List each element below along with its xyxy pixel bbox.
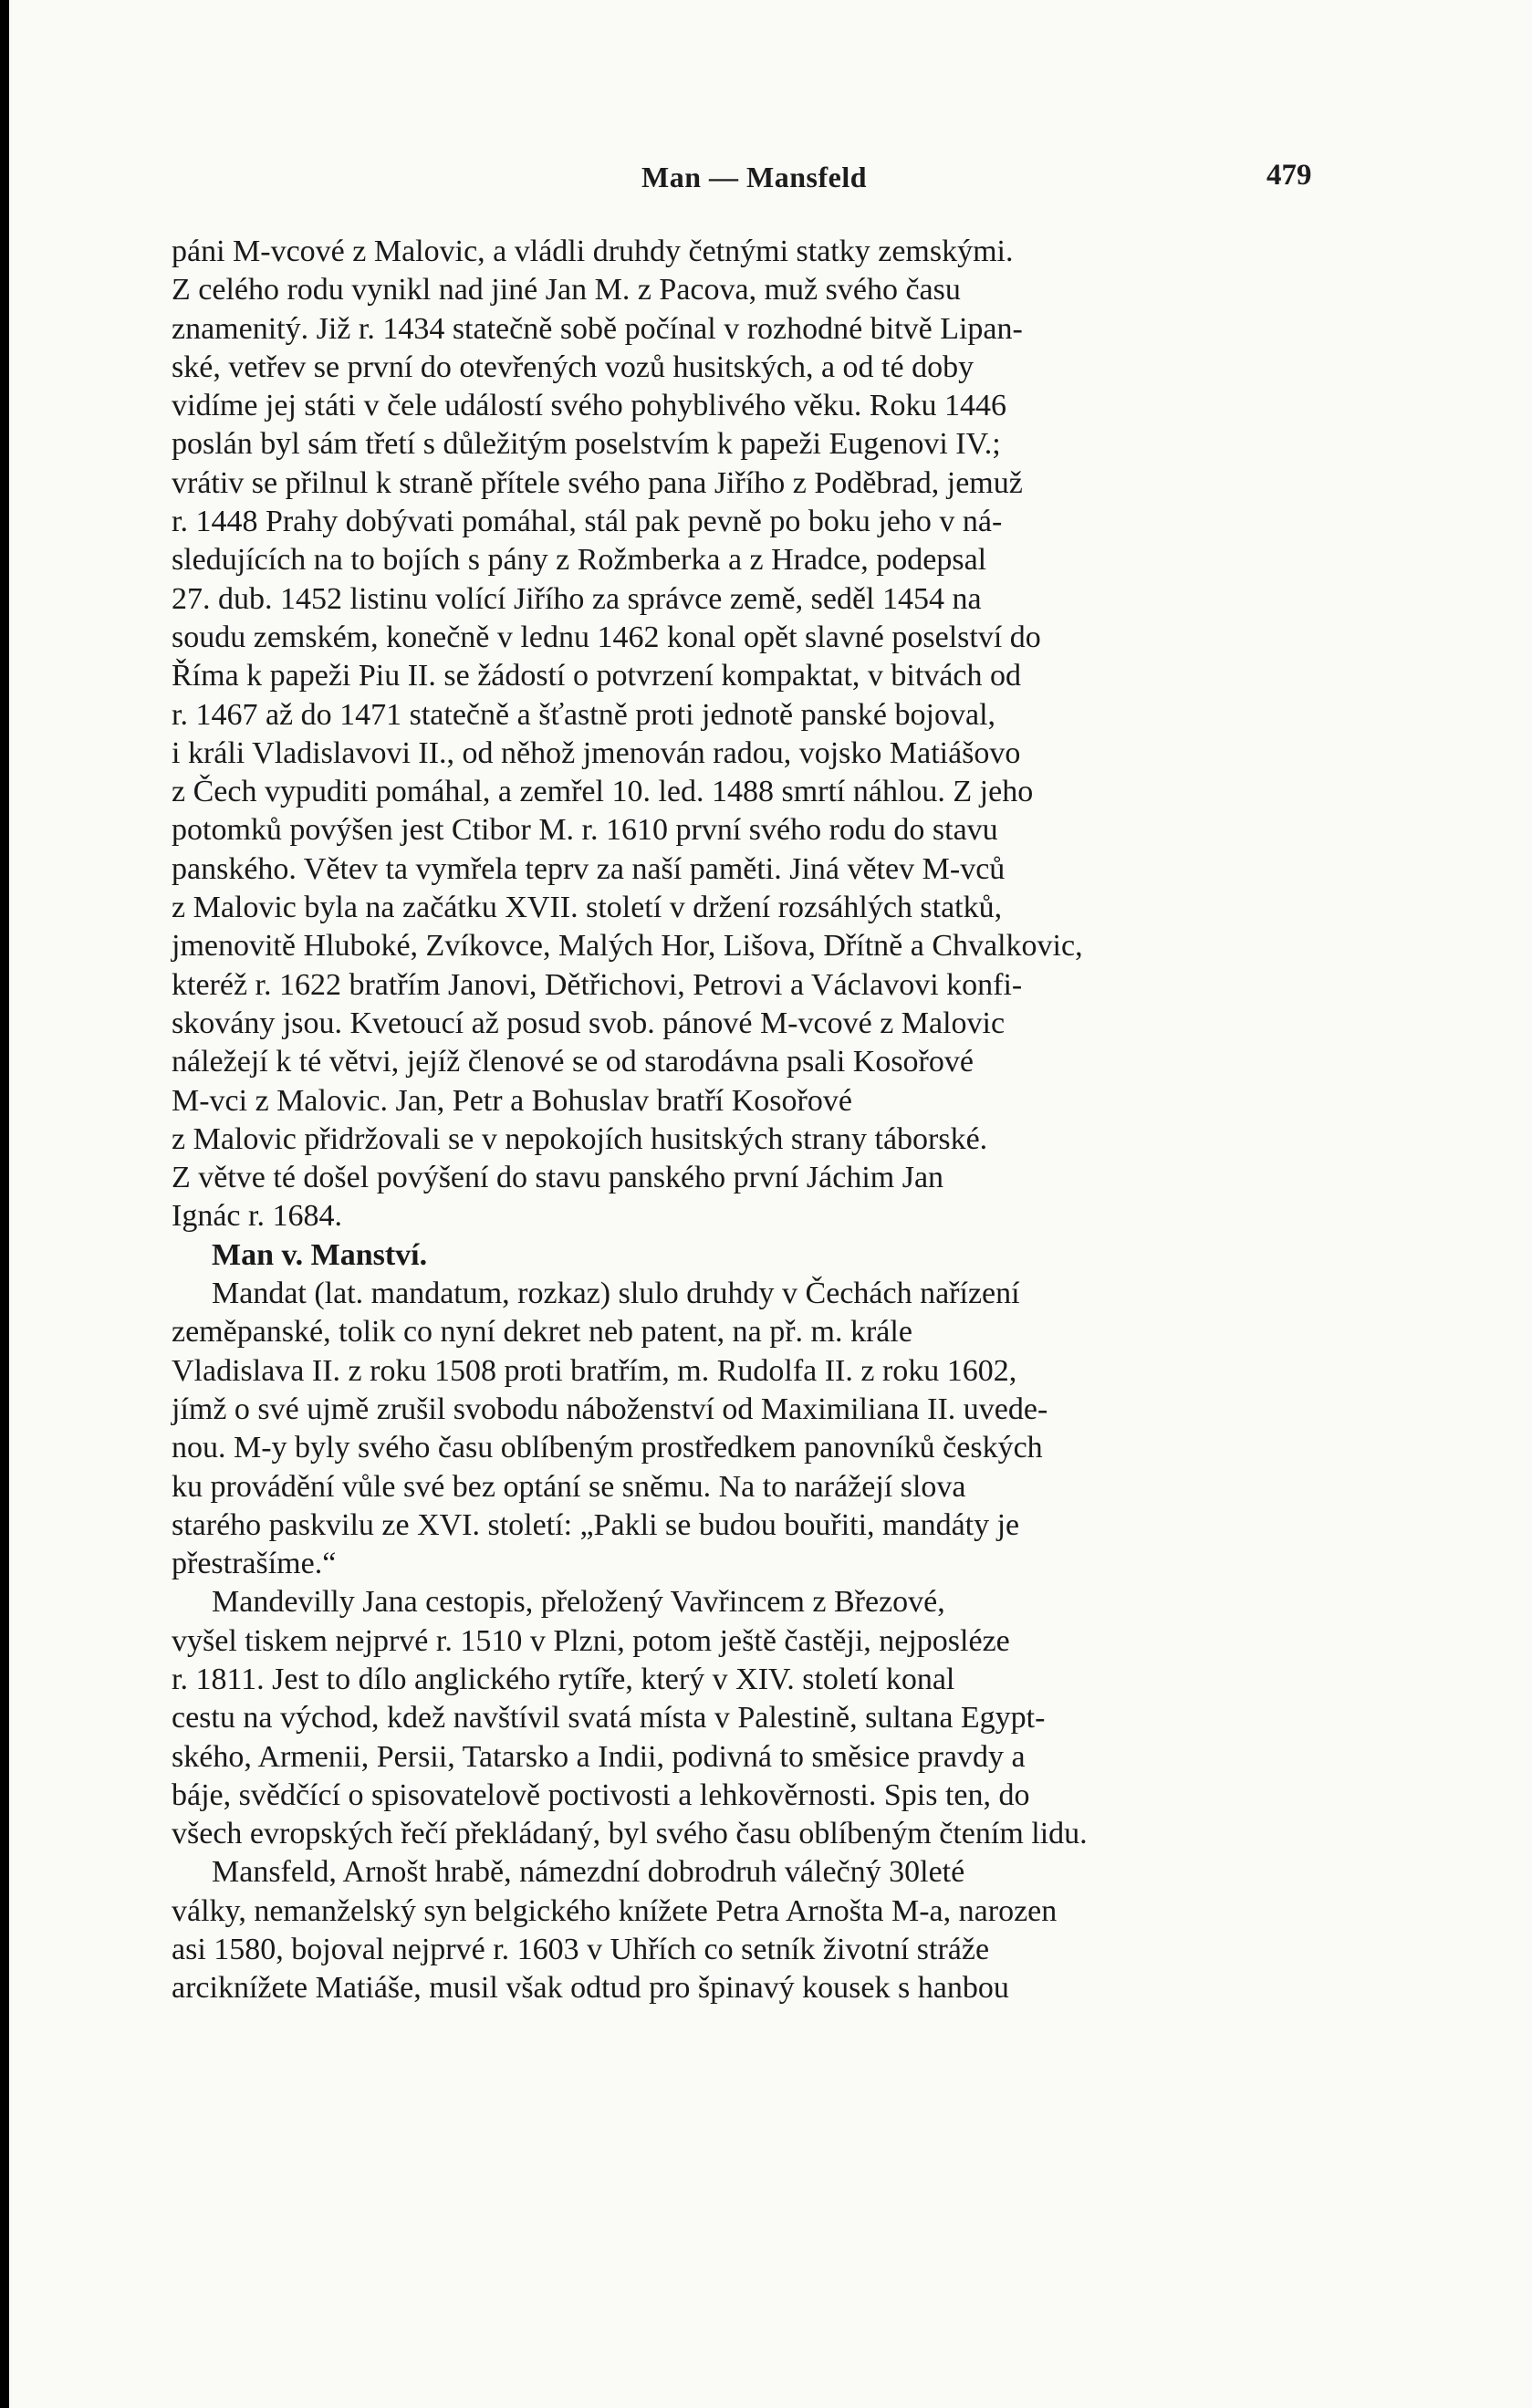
text-line: potomků povýšen jest Ctibor M. r. 1610 první svého rodu do stavu	[172, 813, 998, 848]
text-line: r. 1467 až do 1471 statečně a šťastně proti jednotě panské bojoval,	[172, 697, 996, 732]
text-line: r. 1448 Prahy dobývati pomáhal, stál pak pevně po boku jeho v ná-	[172, 505, 1003, 539]
text-line: soudu zemském, konečně v lednu 1462 konal opět slavné poselství do	[172, 620, 1041, 654]
text-line: zeměpanské, tolik co nyní dekret neb patent, na př. m. krále	[172, 1315, 912, 1350]
text-line: přestrašíme.“	[172, 1547, 337, 1581]
text-line: skovány jsou. Kvetoucí až posud svob. pánové M-vcové z Malovic	[172, 1006, 1006, 1040]
text-line: všech evropských řečí překládaný, byl svého času oblíbeným čtením lidu.	[172, 1817, 1088, 1851]
text-line: Z větve té došel povýšení do stavu panského první Jáchim Jan	[172, 1161, 944, 1195]
text-line: starého paskvilu ze XVI. století: „Pakli se budou bouřiti, mandáty je	[172, 1507, 1020, 1542]
text-line: vyšel tiskem nejprvé r. 1510 v Plzni, potom ještě častěji, nejposléze	[172, 1623, 1010, 1658]
book-page	[9, 0, 1532, 2408]
text-line: Ignác r. 1684.	[172, 1199, 342, 1234]
text-line: jmenovitě Hluboké, Zvíkovce, Malých Hor, Lišova, Dřítně a Chvalkovic,	[172, 929, 1083, 964]
text-line: ského, Armenii, Persii, Tatarsko a Indii, podivná to směsice pravdy a	[172, 1739, 1026, 1774]
text-line: Říma k papeži Piu II. se žádostí o potvrzení kompaktat, v bitvách od	[172, 659, 1021, 693]
text-line: Z celého rodu vynikl nad jiné Jan M. z Pacova, muž svého času	[172, 273, 961, 308]
text-line: Vladislava II. z roku 1508 proti bratřím, m. Rudolfa II. z roku 1602,	[172, 1353, 1017, 1388]
body-text	[172, 233, 1312, 2008]
text-line: i králi Vladislavovi II., od něhož jmenován radou, vojsko Matiášovo	[172, 735, 1021, 770]
text-line: války, nemanželský syn belgického knížete Petra Arnošta M-a, narozen	[172, 1893, 1058, 1928]
page-number: 479	[1266, 159, 1312, 192]
text-line: arciknížete Matiáše, musil však odtud pro špinavý kousek s hanbou	[172, 1971, 1009, 2006]
entry-mandat-first-line: Mandat (lat. mandatum, rozkaz) slulo druhdy v Čechách nařízení	[212, 1277, 1020, 1311]
running-head: Man — Mansfeld	[641, 161, 867, 193]
text-line: cestu na východ, kdež navštívil svatá místa v Palestině, sultana Egypt-	[172, 1701, 1046, 1736]
text-line: znamenitý. Již r. 1434 statečně sobě počínal v rozhodné bitvě Lipan-	[172, 311, 1023, 346]
text-line: jímž o své ujmě zrušil svobodu náboženství od Maximiliana II. uvede-	[172, 1392, 1048, 1426]
entry-mansfeld-first-line: Mansfeld, Arnošt hrabě, námezdní dobrodruh válečný 30leté	[212, 1855, 965, 1890]
text-line: ku provádění vůle své bez optání se sněmu. Na to narážejí slova	[172, 1469, 966, 1504]
text-line: sledujících na to bojích s pány z Rožmberka a z Hradce, podepsal	[172, 543, 987, 578]
text-line: vidíme jej státi v čele událostí svého pohyblivého věku. Roku 1446	[172, 389, 1007, 423]
text-line: báje, svědčící o spisovatelově poctivosti a lehkověrnosti. Spis ten, do	[172, 1777, 1030, 1812]
text-line: 27. dub. 1452 listinu volící Jiřího za správce země, seděl 1454 na	[172, 581, 982, 616]
text-line: nou. M-y byly svého času oblíbeným prostředkem panovníků českých	[172, 1431, 1043, 1465]
text-line: kteréž r. 1622 bratřím Janovi, Dětřichovi, Petrovi a Václavovi konfi-	[172, 967, 1023, 1002]
text-line: z Malovic byla na začátku XVII. století v držení rozsáhlých statků,	[172, 891, 1003, 925]
text-line: náležejí k té větvi, jejíž členové se od starodávna psali Kosořové	[172, 1045, 974, 1079]
text-line: poslán byl sám třetí s důležitým poselstvím k papeži Eugenovi IV.;	[172, 427, 1001, 462]
text-line: r. 1811. Jest to dílo anglického rytíře, který v XIV. století konal	[172, 1662, 955, 1696]
text-line: z Malovic přidržovali se v nepokojích husitských strany táborské.	[172, 1121, 988, 1156]
entry-heading-man: Man v. Manství.	[212, 1237, 428, 1272]
text-line: asi 1580, bojoval nejprvé r. 1603 v Uhřích co setník životní stráže	[172, 1933, 990, 1967]
text-line: páni M-vcové z Malovic, a vládli druhdy četnými statky zemskými.	[172, 235, 1014, 268]
text-line: panského. Větev ta vymřela teprv za naší paměti. Jiná větev M-vců	[172, 851, 1006, 886]
text-line: ské, vetřev se první do otevřených vozů husitských, a od té doby	[172, 349, 974, 384]
text-line: M-vci z Malovic. Jan, Petr a Bohuslav bratří Kosořové	[172, 1083, 852, 1118]
entry-mandevilly-first-line: Mandevilly Jana cestopis, přeložený Vavřincem z Březové,	[212, 1585, 945, 1620]
text-line: vrátiv se přilnul k straně přítele svého pana Jiřího z Poděbrad, jemuž	[172, 465, 1023, 500]
text-line: z Čech vypuditi pomáhal, a zemřel 10. led. 1488 smrtí náhlou. Z jeho	[172, 775, 1034, 809]
